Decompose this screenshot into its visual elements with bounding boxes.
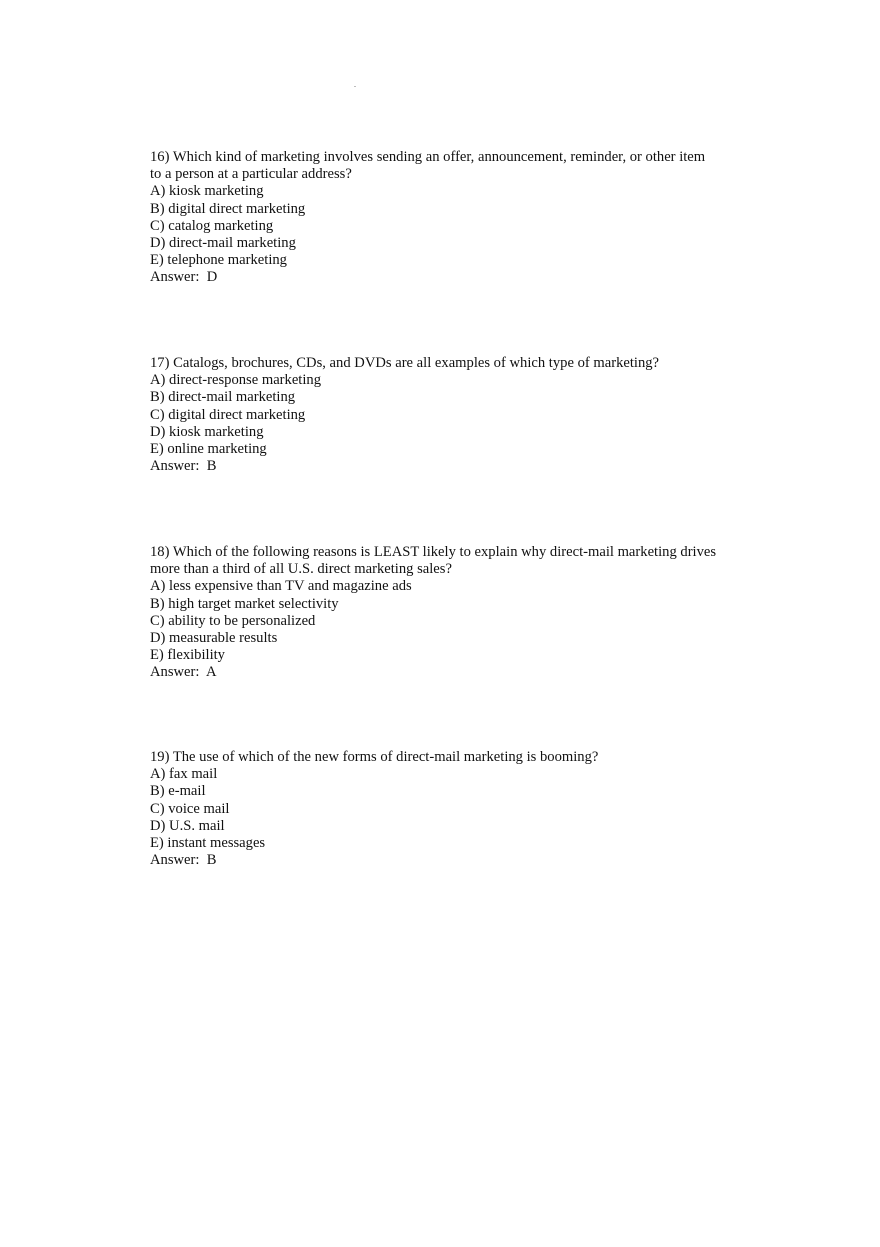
answer-value: B bbox=[206, 852, 217, 869]
answer-option-c: C) catalog marketing bbox=[150, 217, 274, 234]
answer-option-e: E) flexibility bbox=[150, 647, 225, 664]
answer-value: B bbox=[206, 458, 217, 475]
answer-option-b: B) high target market selectivity bbox=[150, 595, 339, 612]
answer-option-a: A) direct-response marketing bbox=[150, 372, 322, 389]
answer-option-e: E) instant messages bbox=[150, 835, 266, 852]
answer-option-d: D) measurable results bbox=[150, 630, 278, 647]
answer-option-c: C) voice mail bbox=[150, 800, 230, 817]
question-stem-line: 17) Catalogs, brochures, CDs, and DVDs are all examples of which type of marketing? bbox=[150, 355, 660, 371]
answer-option-c: C) ability to be personalized bbox=[150, 612, 316, 629]
answer-option-b: B) direct-mail marketing bbox=[150, 389, 296, 406]
question-stem-line: 19) The use of which of the new forms of direct-mail marketing is booming? bbox=[150, 749, 599, 765]
answer-key bbox=[150, 664, 750, 681]
answer-option-b: B) digital direct marketing bbox=[150, 200, 306, 217]
question-19 bbox=[150, 749, 750, 869]
answer-option-d: D) direct-mail marketing bbox=[150, 235, 296, 252]
answer-value: A bbox=[205, 664, 217, 681]
question-stem-line: 16) Which kind of marketing involves sending an offer, announcement, reminder, or other item bbox=[150, 149, 706, 165]
answer-key bbox=[150, 852, 750, 869]
answer-label: Answer: bbox=[150, 269, 200, 286]
question-18 bbox=[150, 544, 750, 682]
answer-option-e: E) telephone marketing bbox=[150, 252, 287, 269]
question-16 bbox=[150, 149, 750, 287]
answer-label: Answer: bbox=[150, 852, 200, 869]
answer-value: D bbox=[206, 269, 218, 286]
answer-label: Answer: bbox=[150, 664, 200, 681]
answer-label: Answer: bbox=[150, 458, 200, 475]
answer-option-b: B) e-mail bbox=[150, 783, 206, 800]
answer-option-a: A) fax mail bbox=[150, 766, 218, 783]
answer-key bbox=[150, 458, 750, 475]
answer-option-d: D) kiosk marketing bbox=[150, 423, 264, 440]
answer-key bbox=[150, 269, 750, 286]
question-stem-line: 18) Which of the following reasons is LEAST likely to explain why direct-mail marketing drives bbox=[150, 544, 717, 560]
question-stem-line: more than a third of all U.S. direct marketing sales? bbox=[150, 561, 452, 578]
scan-speck bbox=[354, 86, 356, 87]
answer-option-a: A) less expensive than TV and magazine ads bbox=[150, 578, 412, 595]
question-stem-line: to a person at a particular address? bbox=[150, 166, 352, 183]
answer-option-d: D) U.S. mail bbox=[150, 817, 225, 834]
answer-option-e: E) online marketing bbox=[150, 441, 267, 458]
question-17 bbox=[150, 355, 750, 475]
answer-option-a: A) kiosk marketing bbox=[150, 183, 264, 200]
answer-option-c: C) digital direct marketing bbox=[150, 406, 306, 423]
